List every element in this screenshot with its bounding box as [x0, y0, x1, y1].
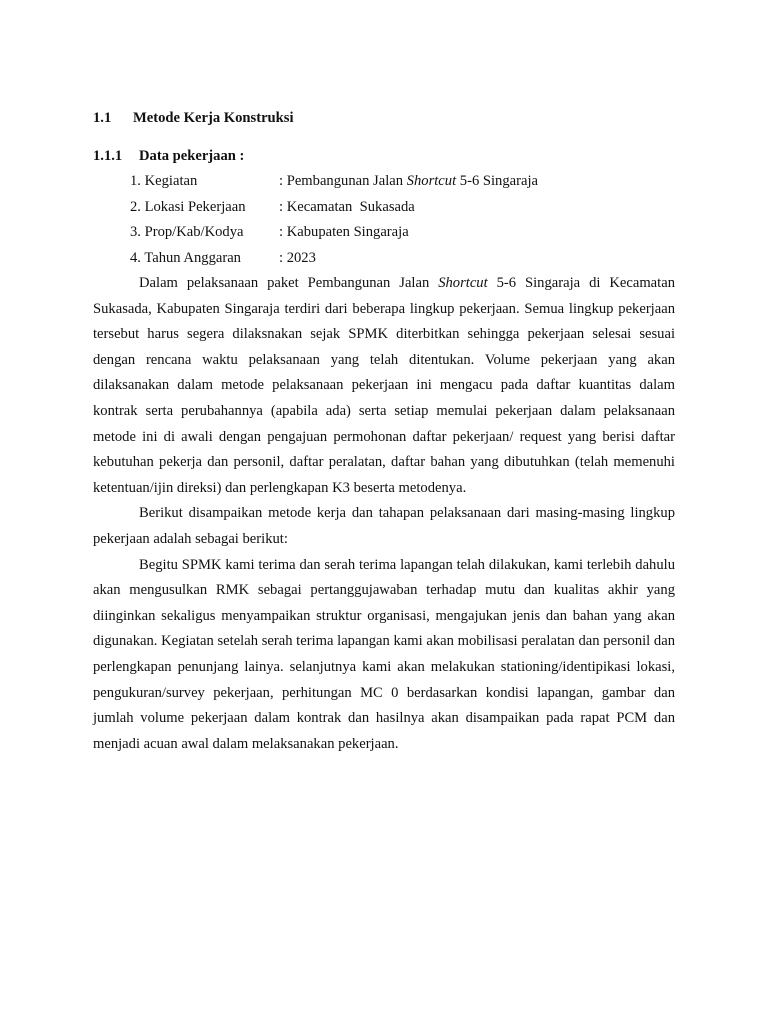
section-number: 1.1	[93, 110, 112, 126]
data-item-label: 3. Prop/Kab/Kodya	[130, 224, 244, 240]
body-paragraph	[93, 553, 675, 758]
data-item-value	[279, 246, 316, 272]
document-body	[93, 106, 675, 757]
paragraph-italic-text: Shortcut	[438, 275, 488, 291]
data-item-value	[279, 169, 538, 195]
data-item-value	[279, 195, 415, 221]
value-italic-text: Shortcut	[406, 173, 457, 189]
project-data-list	[93, 169, 675, 271]
value-text: : Kecamatan Sukasada	[279, 198, 415, 215]
data-item-label: 4. Tahun Anggaran	[130, 249, 241, 266]
paragraph-text: Dalam pelaksanaan paket Pembangunan Jalan	[139, 275, 439, 291]
paragraph-text: Berikut disampaikan metode kerja dan tahapan pelaksanaan dari masing-masing lingkup pekerjaan adalah sebagai berikut:	[93, 505, 675, 547]
section-heading	[93, 106, 675, 130]
paragraph-text: Begitu SPMK kami terima dan serah terima lapangan telah dilakukan, kami terlebih dahulu akan mengusulkan RMK sebagai pertanggujawaban terhadap mutu dan kualitas akhir yang diinginkan sekaligus menyampaikan struktur organisasi, mengajukan jenis dan bahan yang akan digunakan. Kegiatan setelah serah terima lapangan kami akan mobilisasi peralatan dan personil dan perlengkapan penunjang lainya. selanjutnya kami akan melakukan stationing/identipikasi lokasi, pengukuran/survey pekerjaan, perhitungan MC 0 berdasarkan kondisi lapangan, gambar dan jumlah volume pekerjaan dalam kontrak dan hasilnya akan disampaikan pada rapat PCM dan menjadi acuan awal dalam melaksanakan pekerjaan.	[93, 556, 675, 752]
data-item-label: 1. Kegiatan	[130, 173, 198, 189]
value-text: 5-6 Singaraja	[456, 173, 539, 189]
subsection-heading	[93, 144, 675, 169]
data-item	[93, 246, 675, 272]
data-item	[93, 169, 675, 195]
data-item-label: 2. Lokasi Pekerjaan	[130, 198, 246, 215]
value-text: : Kabupaten Singaraja	[279, 224, 409, 240]
body-paragraph	[93, 271, 675, 501]
value-text: : Pembangunan Jalan	[279, 173, 407, 189]
paragraph-text: 5-6 Singaraja di Kecamatan Sukasada, Kabupaten Singaraja terdiri dari beberapa lingkup pekerjaan. Semua lingkup pekerjaan tersebut harus segera dilaksnakan sejak SPMK diterbitkan sehingga pekerjaan selesai sesuai dengan rencana waktu pelaksanaan yang telah ditentukan. Volume pekerjaan yang akan dilaksanakan dalam metode pelaksanaan pekerjaan ini mengacu pada daftar kuantitas dalam kontrak serta perubahannya (apabila ada) serta setiap memulai pekerjaan dalam pelaksanaan metode ini di awali dengan pengajuan permohonan daftar pekerjaan/ request yang berisi daftar kebutuhan pekerja dan personil, daftar peralatan, daftar bahan yang dibutuhkan (telah memenuhi ketentuan/ijin direksi) dan perlengkapan K3 beserta metodenya.	[93, 275, 675, 496]
data-item	[93, 195, 675, 221]
data-item	[93, 220, 675, 246]
body-paragraph	[93, 501, 675, 552]
subsection-number: 1.1.1	[93, 148, 123, 164]
section-title: Metode Kerja Konstruksi	[133, 110, 294, 126]
data-item-value	[279, 220, 409, 246]
subsection-title: Data pekerjaan :	[139, 148, 245, 164]
value-text: : 2023	[279, 249, 316, 266]
